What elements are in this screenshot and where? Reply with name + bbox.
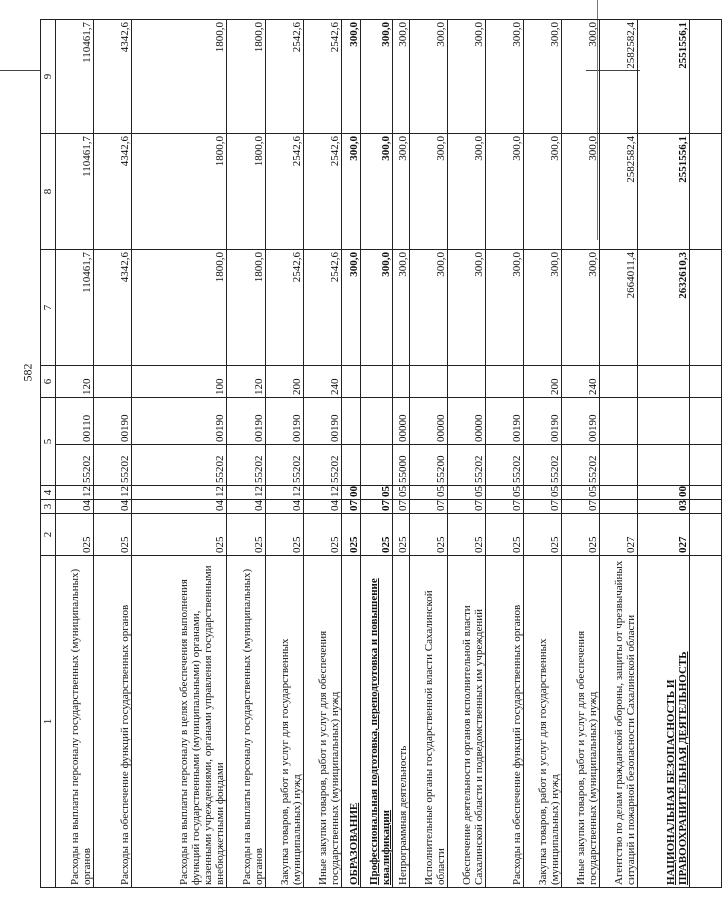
table-row (562, 20, 600, 888)
col-header: 2 (41, 514, 56, 556)
cell-code: 025 (94, 514, 132, 556)
row-name: Исполнительные органы государственной власти Сахалинской области (410, 556, 448, 888)
col-header: 9 (41, 20, 56, 134)
cell-rz: 04 (94, 500, 132, 514)
table-row (524, 20, 562, 888)
cell-rz (690, 500, 722, 514)
column-number-row (41, 20, 56, 888)
cell-csr-2 (342, 398, 361, 445)
cell-value-7: 2664011,4 (600, 250, 638, 366)
cell-value-8: 2582582,4 (600, 134, 638, 250)
cell-rz: 07 (562, 500, 600, 514)
cell-pr: 05 (410, 486, 448, 500)
cell-rz: 04 (227, 500, 266, 514)
cell-value-8: 300,0 (524, 134, 562, 250)
cell-value-8: 300,0 (361, 134, 393, 250)
cell-csr-2: 00190 (266, 398, 304, 445)
cell-code: 025 (227, 514, 266, 556)
cell-value-7: 300,0 (562, 250, 600, 366)
cell-vr: 120 (56, 366, 94, 398)
cell-value-9: 300,0 (486, 20, 524, 134)
col-header: 8 (41, 134, 56, 250)
cell-value-7: 300,0 (448, 250, 486, 366)
cell-csr-1: 55202 (227, 445, 266, 486)
cell-value-8: 2542,6 (304, 134, 342, 250)
cell-vr (94, 366, 132, 398)
cell-value-7: 300,0 (410, 250, 448, 366)
cell-rz: 07 (448, 500, 486, 514)
cell-pr: 12 (227, 486, 266, 500)
cell-rz: 07 (361, 500, 393, 514)
cell-value-7: 300,0 (342, 250, 361, 366)
cell-csr-2: 00000 (393, 398, 410, 445)
cell-value-8: 300,0 (410, 134, 448, 250)
page-number: 582 (20, 363, 35, 382)
cell-value-8: 300,0 (562, 134, 600, 250)
cell-csr-1: 55202 (486, 445, 524, 486)
cell-value-9 (690, 20, 722, 134)
cell-pr: 05 (486, 486, 524, 500)
cell-value-8: 300,0 (342, 134, 361, 250)
row-name: Иные закупки товаров, работ и услуг для обеспечения государственных (муниципальных) нужд (562, 556, 600, 888)
cell-value-8: 300,0 (486, 134, 524, 250)
cell-value-9: 300,0 (562, 20, 600, 134)
cell-csr-2: 00190 (304, 398, 342, 445)
table-row (600, 20, 638, 888)
cell-csr-1 (342, 445, 361, 486)
cell-csr-2: 00190 (227, 398, 266, 445)
cell-vr (342, 366, 361, 398)
cell-code (690, 514, 722, 556)
cell-code: 025 (304, 514, 342, 556)
cell-code: 027 (600, 514, 638, 556)
cell-value-9: 300,0 (410, 20, 448, 134)
cell-vr: 200 (524, 366, 562, 398)
cell-csr-2: 00110 (56, 398, 94, 445)
col-header: 6 (41, 366, 56, 398)
row-name: Закупка товаров, работ и услуг для государственных (муниципальных) нужд (524, 556, 562, 888)
cell-code: 025 (448, 514, 486, 556)
scan-margin-line (0, 70, 40, 71)
cell-pr (600, 486, 638, 500)
cell-pr: 00 (342, 486, 361, 500)
cell-pr: 12 (56, 486, 94, 500)
table-row (227, 20, 266, 888)
cell-pr: 05 (361, 486, 393, 500)
cell-value-9: 2551556,1 (638, 20, 690, 134)
cell-csr-2 (361, 398, 393, 445)
cell-pr: 05 (562, 486, 600, 500)
cell-code: 025 (132, 514, 227, 556)
cell-value-9: 300,0 (361, 20, 393, 134)
cell-pr: 05 (448, 486, 486, 500)
cell-value-8: 1800,0 (132, 134, 227, 250)
cell-rz: 04 (56, 500, 94, 514)
cell-csr-1: 55202 (448, 445, 486, 486)
cell-code: 025 (410, 514, 448, 556)
cell-csr-2: 00190 (132, 398, 227, 445)
cell-rz: 04 (304, 500, 342, 514)
cell-csr-1 (690, 445, 722, 486)
cell-value-8: 110461,7 (56, 134, 94, 250)
cell-value-9: 300,0 (524, 20, 562, 134)
cell-pr: 05 (393, 486, 410, 500)
cell-value-8: 2542,6 (266, 134, 304, 250)
cell-vr (690, 366, 722, 398)
table-row-section (342, 20, 361, 888)
cell-csr-2: 00190 (94, 398, 132, 445)
cell-code: 025 (524, 514, 562, 556)
row-name: Агентство по делам гражданской обороны, защиты от чрезвычайных ситуаций и пожарной безопасности Сахалинской области (600, 556, 638, 888)
cell-value-9: 110461,7 (56, 20, 94, 134)
cell-pr: 12 (132, 486, 227, 500)
col-header: 1 (41, 556, 56, 888)
cell-value-7: 2542,6 (304, 250, 342, 366)
cell-rz: 07 (393, 500, 410, 514)
cell-value-7: 110461,7 (56, 250, 94, 366)
cell-csr-2 (690, 398, 722, 445)
cell-value-9: 300,0 (448, 20, 486, 134)
table-row-section (690, 20, 722, 888)
cell-value-9: 2582582,4 (600, 20, 638, 134)
cell-value-7: 2632610,3 (638, 250, 690, 366)
cell-csr-1: 55000 (393, 445, 410, 486)
cell-value-7: 1800,0 (227, 250, 266, 366)
cell-vr: 240 (562, 366, 600, 398)
cell-value-7: 4342,6 (94, 250, 132, 366)
row-name: Расходы на обеспечение функций государственных органов (94, 556, 132, 888)
cell-csr-2: 00190 (524, 398, 562, 445)
cell-csr-1 (361, 445, 393, 486)
cell-csr-2 (600, 398, 638, 445)
cell-code: 025 (486, 514, 524, 556)
cell-code: 025 (562, 514, 600, 556)
cell-value-7: 2542,6 (266, 250, 304, 366)
cell-rz (600, 500, 638, 514)
cell-rz: 04 (132, 500, 227, 514)
cell-code: 025 (266, 514, 304, 556)
cell-value-7: 300,0 (361, 250, 393, 366)
table-row (410, 20, 448, 888)
row-name: ОБРАЗОВАНИЕ (342, 556, 361, 888)
cell-csr-2: 00190 (486, 398, 524, 445)
cell-pr: 00 (638, 486, 690, 500)
cell-vr (600, 366, 638, 398)
cell-csr-1: 55202 (562, 445, 600, 486)
cell-value-7 (690, 250, 722, 366)
cell-vr (410, 366, 448, 398)
cell-value-8: 1800,0 (227, 134, 266, 250)
cell-vr (448, 366, 486, 398)
cell-value-8: 300,0 (393, 134, 410, 250)
table-row (132, 20, 227, 888)
cell-pr: 12 (94, 486, 132, 500)
cell-vr (393, 366, 410, 398)
col-header: 3 (41, 500, 56, 514)
cell-csr-2 (638, 398, 690, 445)
cell-vr: 240 (304, 366, 342, 398)
cell-csr-2: 00000 (448, 398, 486, 445)
row-name: Расходы на обеспечение функций государственных органов (486, 556, 524, 888)
row-name: Расходы на выплаты персоналу в целях обеспечения выполнения функций государственными (муниципальными) органами, казенными учреждениями, органами управления государственными внебюджетными фондами (132, 556, 227, 888)
cell-vr (638, 366, 690, 398)
cell-csr-1: 55200 (410, 445, 448, 486)
cell-csr-1: 55202 (94, 445, 132, 486)
row-name: Иные закупки товаров, работ и услуг для обеспечения государственных (муниципальных) нужд (304, 556, 342, 888)
cell-value-8 (690, 134, 722, 250)
cell-value-9: 1800,0 (227, 20, 266, 134)
cell-csr-1 (600, 445, 638, 486)
row-name (690, 556, 722, 888)
table-rotated-container (40, 20, 689, 888)
cell-csr-2: 00190 (562, 398, 600, 445)
cell-code: 025 (342, 514, 361, 556)
cell-vr: 100 (132, 366, 227, 398)
cell-code: 025 (361, 514, 393, 556)
cell-csr-1 (638, 445, 690, 486)
cell-value-7: 1800,0 (132, 250, 227, 366)
cell-pr (690, 486, 722, 500)
cell-pr: 05 (524, 486, 562, 500)
cell-rz: 07 (486, 500, 524, 514)
row-name: Закупка товаров, работ и услуг для государственных (муниципальных) нужд (266, 556, 304, 888)
row-name: Обеспечение деятельности органов исполнительной власти Сахалинской области и подведомственных им учреждений (448, 556, 486, 888)
cell-value-8: 300,0 (448, 134, 486, 250)
cell-value-9: 4342,6 (94, 20, 132, 134)
cell-rz: 07 (342, 500, 361, 514)
cell-csr-1: 55202 (56, 445, 94, 486)
cell-code: 025 (393, 514, 410, 556)
table-row (448, 20, 486, 888)
col-header: 5 (41, 398, 56, 486)
cell-code: 027 (638, 514, 690, 556)
cell-rz: 04 (266, 500, 304, 514)
cell-value-9: 300,0 (393, 20, 410, 134)
cell-value-7: 300,0 (524, 250, 562, 366)
cell-pr: 12 (266, 486, 304, 500)
cell-vr (486, 366, 524, 398)
row-name: Профессиональная подготовка, переподготовка и повышение квалификации (361, 556, 393, 888)
cell-vr: 200 (266, 366, 304, 398)
cell-vr (361, 366, 393, 398)
cell-csr-1: 55202 (304, 445, 342, 486)
cell-rz: 03 (638, 500, 690, 514)
table-row-section (638, 20, 690, 888)
cell-vr: 120 (227, 366, 266, 398)
col-header: 7 (41, 250, 56, 366)
cell-csr-1: 55202 (524, 445, 562, 486)
table-row (393, 20, 410, 888)
row-name: Непрограммная деятельность (393, 556, 410, 888)
cell-csr-1: 55202 (266, 445, 304, 486)
cell-value-7: 300,0 (393, 250, 410, 366)
table-row (266, 20, 304, 888)
col-header: 4 (41, 486, 56, 500)
cell-rz: 07 (410, 500, 448, 514)
budget-table (40, 19, 722, 888)
cell-value-7: 300,0 (486, 250, 524, 366)
cell-pr: 12 (304, 486, 342, 500)
cell-value-9: 2542,6 (304, 20, 342, 134)
cell-value-9: 2542,6 (266, 20, 304, 134)
row-name: Расходы на выплаты персоналу государственных (муниципальных) органов (227, 556, 266, 888)
cell-value-8: 4342,6 (94, 134, 132, 250)
cell-csr-1: 55202 (132, 445, 227, 486)
cell-value-9: 300,0 (342, 20, 361, 134)
cell-csr-2: 00000 (410, 398, 448, 445)
table-row (94, 20, 132, 888)
table-row (56, 20, 94, 888)
table-row (486, 20, 524, 888)
cell-value-9: 1800,0 (132, 20, 227, 134)
table-row (304, 20, 342, 888)
row-name: НАЦИОНАЛЬНАЯ БЕЗОПАСНОСТЬ И ПРАВООХРАНИТЕЛЬНАЯ ДЕЯТЕЛЬНОСТЬ (638, 556, 690, 888)
row-name: Расходы на выплаты персоналу государственных (муниципальных) органов (56, 556, 94, 888)
cell-rz: 07 (524, 500, 562, 514)
table-row-section (361, 20, 393, 888)
cell-code: 025 (56, 514, 94, 556)
cell-value-8: 2551556,1 (638, 134, 690, 250)
